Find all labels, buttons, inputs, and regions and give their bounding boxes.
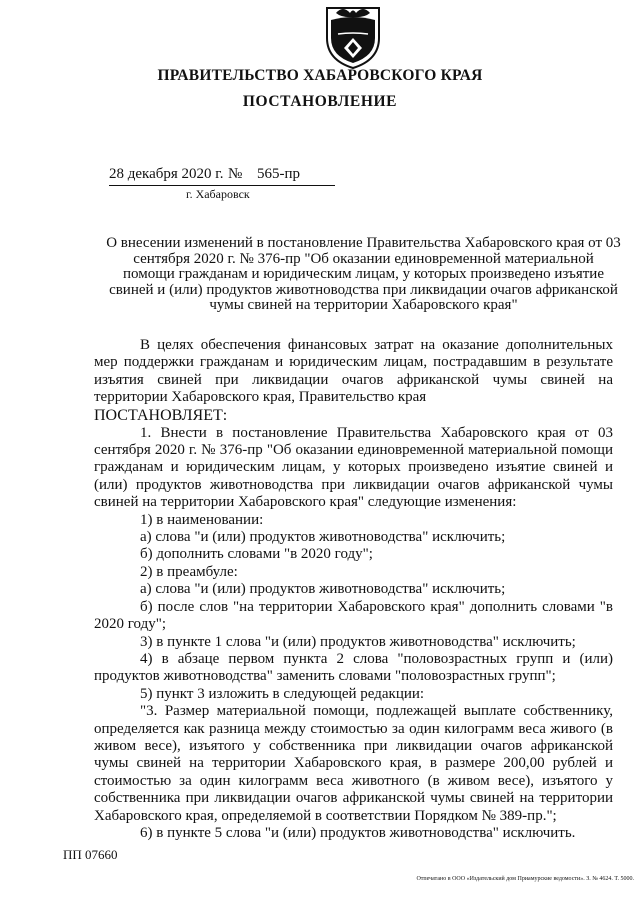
document-body [94,337,613,842]
paragraph: б) после слов "на территории Хабаровского края" дополнить словами "в 2020 году"; [94,598,613,633]
paragraph: 1. Внести в постановление Правительства Хабаровского края от 03 сентября 2020 г. № 376-пр "Об оказании единовременной материальной помощи гражданам и юридическим лицам, у которых произведено изъятие свиней и (или) продуктов животноводства при ликвидации очагов африканской чумы свиней на территории Хабаровского края" следующие изменения: [94,424,613,511]
paragraph: 1) в наименовании: [140,511,264,528]
paragraph: 6) в пункте 5 слова "и (или) продуктов животноводства" исключить. [140,824,576,841]
resolves-heading: ПОСТАНОВЛЯЕТ: [94,406,228,424]
paragraph: 5) пункт 3 изложить в следующей редакции: [140,685,425,702]
city: г. Хабаровск [186,187,250,201]
document-number: 565-пр [257,166,301,182]
document-date: 28 декабря 2020 г. [109,166,224,182]
document-subject: О внесении изменений в постановление Правительства Хабаровского края от 03 сентября 2020 г. № 376-пр "Об оказании единовременной материальной помощи гражданам и юридическим лицам, у которых произведено изъятие свиней и (или) продуктов животноводства при ликвидации очагов африканской чумы свиней на территории Хабаровского края" [106,235,621,313]
print-note: Отпечатано в ООО «Издательский дом Приамурские ведомости». З. № 4624. Т. 5000. [416,876,634,882]
paragraph: 2) в преамбуле: [140,563,238,580]
paragraph: 3) в пункте 1 слова "и (или) продуктов животноводства" исключить; [140,633,576,650]
document-type: ПОСТАНОВЛЕНИЕ [242,93,398,110]
paragraph: б) дополнить словами "в 2020 году"; [140,546,373,563]
coat-of-arms-icon [324,4,382,70]
paragraph: а) слова "и (или) продуктов животноводства" исключить; [140,529,506,546]
number-label: № [228,166,243,182]
paragraph: "3. Размер материальной помощи, подлежащей выплате собственнику, определяется как разница между стоимостью за один килограмм веса живого (в живом весе), изъятого у собственника при ликвидации очагов африканской чумы свиней на территории Хабаровского края, в размере 200,00 рублей и стоимостью за один килограмм веса животного (в живом весе), изъятого у собственника при ликвидации очагов африканской чумы свиней на территории Хабаровского края, определяемой в соответствии Порядком № 389-пр."; [94,703,613,824]
preamble: В целях обеспечения финансовых затрат на оказание дополнительных мер поддержки гражданам и юридическим лицам, пострадавшим в результате изъятия свиней при ликвидации очагов африканской чумы свиней на территории Хабаровского края, Правительство края [94,337,613,406]
footer-code: ПП 07660 [63,847,118,862]
government-title: ПРАВИТЕЛЬСТВО ХАБАРОВСКОГО КРАЯ [157,67,483,84]
paragraph: а) слова "и (или) продуктов животноводства" исключить; [140,581,506,598]
date-number-line [109,166,335,186]
paragraph: 4) в абзаце первом пункта 2 слова "половозрастных групп и (или) продуктов животноводства" заменить словами "половозрастных групп"; [94,650,613,685]
